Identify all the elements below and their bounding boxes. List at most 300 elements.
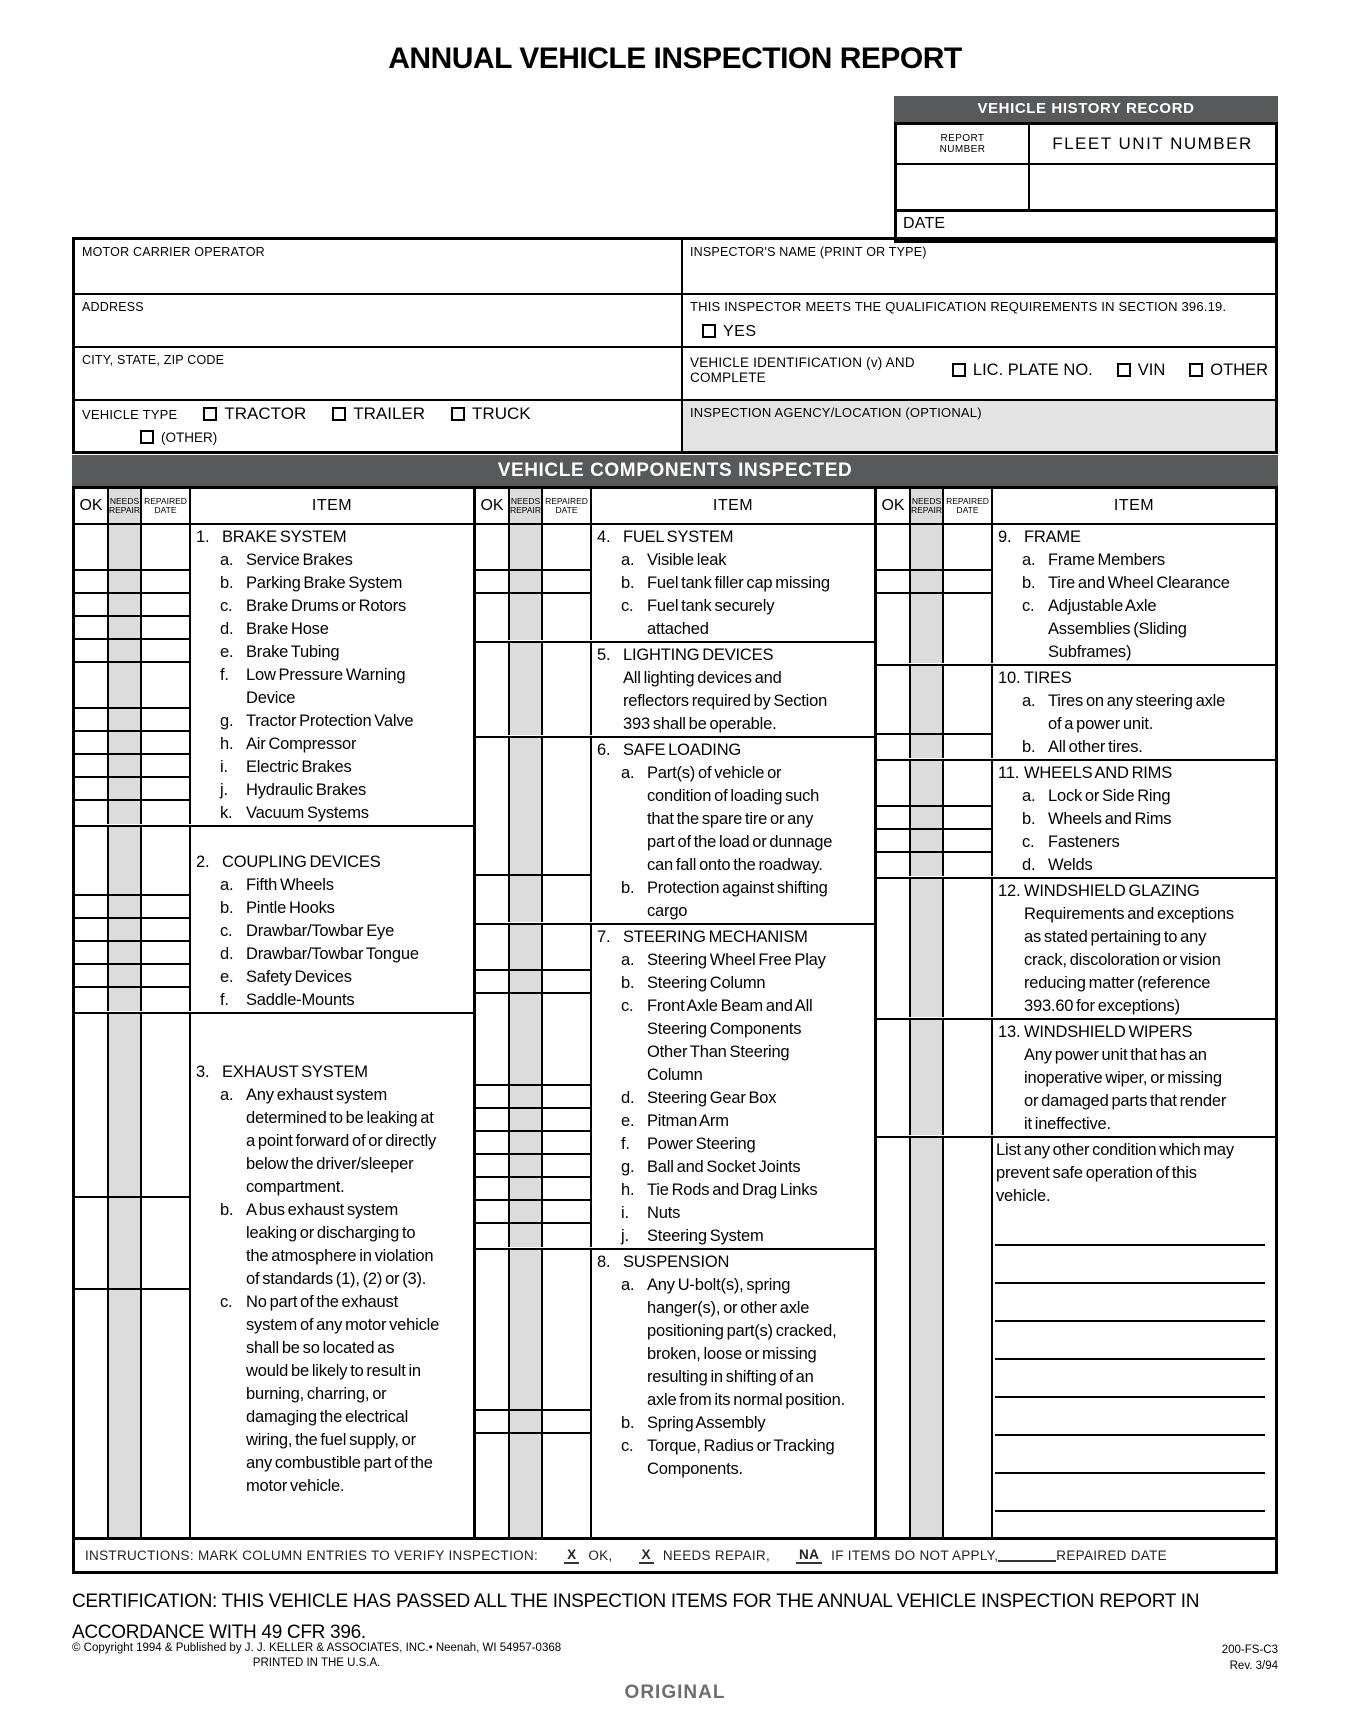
component-section	[877, 664, 1275, 759]
item-line: Other Than Steering	[647, 1043, 790, 1061]
ok-cell[interactable]	[75, 988, 109, 1011]
components-inspected-title: VEHICLE COMPONENTS INSPECTED	[72, 455, 1278, 486]
repaired-date-label: REPAIRED DATE	[1056, 1548, 1167, 1563]
item-line: any combustible part of the	[246, 1454, 433, 1472]
item-line: can fall onto the roadway.	[647, 856, 823, 874]
ok-cell[interactable]	[877, 830, 911, 851]
section-header: 11. WHEELS AND RIMS	[998, 764, 1173, 782]
item-line: broken, loose or missing	[647, 1345, 817, 1363]
repaired-date-cell[interactable]	[142, 755, 191, 776]
vin-checkbox[interactable]	[1117, 363, 1131, 377]
item-line: a. Steering Wheel Free Play	[621, 951, 826, 969]
item-line: Assemblies (Sliding	[1048, 620, 1187, 638]
motor-carrier-operator-field[interactable]	[75, 240, 681, 293]
repaired-date-cell[interactable]	[142, 965, 191, 986]
truck-label: TRUCK	[472, 404, 531, 423]
component-section	[476, 923, 874, 1248]
repaired-date-cell[interactable]	[543, 1155, 592, 1176]
item-line: h. Air Compressor	[220, 735, 357, 753]
report-number-field[interactable]	[897, 165, 1030, 209]
na-mark: NA	[796, 1547, 822, 1564]
repaired-date-cell[interactable]	[142, 778, 191, 799]
item-line: shall be so located as	[246, 1339, 395, 1357]
item-line: b. A bus exhaust system	[220, 1201, 398, 1219]
repaired-date-cell[interactable]	[142, 663, 191, 707]
needs-repair-cell[interactable]	[109, 942, 142, 963]
address-field[interactable]	[75, 293, 681, 346]
item-line: compartment.	[246, 1178, 345, 1196]
ok-cell[interactable]	[476, 738, 510, 874]
item-line: positioning part(s) cracked,	[647, 1322, 837, 1340]
item-line: List any other condition which may	[996, 1141, 1234, 1159]
repaired-date-cell[interactable]	[543, 1411, 592, 1432]
needs-repair-mark: X	[639, 1547, 654, 1564]
needs-repair-cell[interactable]	[109, 594, 142, 615]
vehicle-type-section	[75, 399, 681, 451]
repaired-date-cell[interactable]	[142, 617, 191, 638]
ok-cell[interactable]	[75, 571, 109, 592]
needs-repair-cell[interactable]	[109, 571, 142, 592]
repaired-date-cell[interactable]	[944, 594, 993, 663]
needs-repair-cell[interactable]	[109, 801, 142, 824]
section-header: 8. SUSPENSION	[597, 1253, 730, 1271]
ok-cell[interactable]	[476, 1109, 510, 1130]
item-line: Subframes)	[1048, 643, 1132, 661]
fleet-unit-number-field[interactable]	[1030, 165, 1275, 209]
item-line: c. Fasteners	[1022, 833, 1120, 851]
repaired-date-cell[interactable]	[543, 925, 592, 969]
needs-repair-cell[interactable]	[109, 1014, 142, 1196]
item-line: cargo	[647, 902, 688, 920]
na-mark-label: IF ITEMS DO NOT APPLY,	[831, 1548, 999, 1563]
item-line: attached	[647, 620, 709, 638]
repaired-date-cell[interactable]	[142, 525, 191, 569]
ok-column-header: OK	[75, 489, 109, 523]
needs-repair-cell[interactable]	[510, 994, 543, 1084]
needs-repair-column-header: NEEDS REPAIR	[109, 489, 142, 523]
needs-repair-cell[interactable]	[911, 761, 944, 805]
section-header: 2. COUPLING DEVICES	[196, 853, 381, 871]
ok-cell[interactable]	[75, 919, 109, 940]
item-line: Components.	[647, 1460, 743, 1478]
instructions-bar	[72, 1537, 1278, 1574]
repaired-date-blank[interactable]	[998, 1550, 1056, 1562]
needs-repair-cell[interactable]	[109, 663, 142, 707]
certification-statement: CERTIFICATION: THIS VEHICLE HAS PASSED ALL THE INSPECTION ITEMS FOR THE ANNUAL VEHICLE INSPECTION REPORT IN ACCORDANCE WITH 49 CFR 396.	[72, 1591, 1200, 1643]
ok-cell[interactable]	[877, 853, 911, 876]
item-line: a. Any exhaust system	[220, 1086, 388, 1104]
city-state-zip-field[interactable]	[75, 346, 681, 399]
item-line: a. Visible leak	[621, 551, 727, 569]
needs-repair-cell[interactable]	[911, 830, 944, 851]
needs-repair-cell[interactable]	[109, 896, 142, 917]
ok-cell[interactable]	[877, 594, 911, 663]
repaired-date-cell[interactable]	[944, 735, 993, 758]
ok-cell[interactable]	[877, 879, 911, 1017]
item-line: as stated pertaining to any	[1024, 928, 1207, 946]
needs-repair-cell[interactable]	[510, 594, 543, 640]
other-id-checkbox[interactable]	[1189, 363, 1203, 377]
repaired-date-cell[interactable]	[944, 1138, 993, 1537]
date-label: DATE	[903, 215, 946, 232]
item-line: b. Pintle Hooks	[220, 899, 335, 917]
needs-repair-cell[interactable]	[109, 778, 142, 799]
repaired-date-cell[interactable]	[543, 1250, 592, 1409]
repaired-date-cell[interactable]	[543, 1178, 592, 1199]
section-header: 6. SAFE LOADING	[597, 741, 742, 759]
item-line: f. Saddle-Mounts	[220, 991, 355, 1009]
needs-repair-cell[interactable]	[510, 876, 543, 922]
repaired-date-cell[interactable]	[543, 971, 592, 992]
components-column-3	[877, 489, 1275, 1537]
ok-cell[interactable]	[476, 1224, 510, 1247]
needs-repair-cell[interactable]	[510, 1178, 543, 1199]
ok-cell[interactable]	[75, 755, 109, 776]
needs-repair-cell[interactable]	[510, 1086, 543, 1107]
write-in-line[interactable]	[995, 1208, 1265, 1246]
write-in-line[interactable]	[995, 1284, 1265, 1322]
item-column-header: ITEM	[1113, 497, 1155, 514]
repaired-date-cell[interactable]	[142, 732, 191, 753]
repaired-date-cell[interactable]	[944, 879, 993, 1017]
page-title: ANNUAL VEHICLE INSPECTION REPORT	[388, 42, 962, 75]
item-line: c. Adjustable Axle	[1022, 597, 1157, 615]
needs-repair-column-header: NEEDS REPAIR	[911, 489, 944, 523]
ok-cell[interactable]	[476, 1434, 510, 1537]
repaired-date-cell[interactable]	[543, 1224, 592, 1247]
ok-cell[interactable]	[476, 594, 510, 640]
ok-cell[interactable]	[75, 640, 109, 661]
needs-repair-cell[interactable]	[510, 643, 543, 735]
ok-cell[interactable]	[75, 1290, 109, 1537]
needs-repair-cell[interactable]	[510, 1109, 543, 1130]
component-section	[476, 525, 874, 641]
ok-cell[interactable]	[75, 942, 109, 963]
repaired-date-cell[interactable]	[543, 738, 592, 874]
ok-cell[interactable]	[75, 778, 109, 799]
item-line: c. No part of the exhaust	[220, 1293, 398, 1311]
ok-cell[interactable]	[476, 1411, 510, 1432]
needs-repair-cell[interactable]	[510, 1201, 543, 1222]
copyright-text: © Copyright 1994 & Published by J. J. KELLER & ASSOCIATES, INC.• Neenah, WI 54957-0368	[72, 1642, 562, 1654]
item-line: burning, charring, or	[246, 1385, 387, 1403]
repaired-date-cell[interactable]	[142, 640, 191, 661]
repaired-date-cell[interactable]	[142, 919, 191, 940]
item-line: Steering Components	[647, 1020, 802, 1038]
item-line: or damaged parts that render	[1024, 1092, 1227, 1110]
item-line: a. Lock or Side Ring	[1022, 787, 1171, 805]
repaired-date-cell[interactable]	[944, 525, 993, 569]
date-field[interactable]	[897, 209, 1275, 240]
needs-repair-cell[interactable]	[911, 1138, 944, 1537]
needs-repair-cell[interactable]	[109, 755, 142, 776]
item-line: f. Power Steering	[621, 1135, 756, 1153]
ok-cell[interactable]	[75, 801, 109, 824]
repaired-date-cell[interactable]	[142, 709, 191, 730]
needs-repair-cell[interactable]	[109, 988, 142, 1011]
item-line: 393 shall be operable.	[623, 715, 777, 733]
motor-carrier-operator-label: MOTOR CARRIER OPERATOR	[82, 245, 265, 259]
item-line: i. Nuts	[621, 1204, 681, 1222]
components-column-1	[75, 489, 476, 1537]
ok-cell[interactable]	[75, 1198, 109, 1288]
needs-repair-cell[interactable]	[911, 571, 944, 592]
component-section	[877, 1136, 1275, 1537]
repaired-date-cell[interactable]	[142, 1198, 191, 1288]
ok-cell[interactable]	[476, 1132, 510, 1153]
needs-repair-cell[interactable]	[109, 617, 142, 638]
yes-label: YES	[723, 323, 757, 340]
item-line: j. Hydraulic Brakes	[220, 781, 367, 799]
ok-cell[interactable]	[75, 965, 109, 986]
item-line: a. Any U-bolt(s), spring	[621, 1276, 791, 1294]
item-line: e. Pitman Arm	[621, 1112, 729, 1130]
ok-cell[interactable]	[75, 896, 109, 917]
needs-repair-cell[interactable]	[911, 525, 944, 569]
needs-repair-cell[interactable]	[911, 735, 944, 758]
item-column-header: ITEM	[311, 497, 353, 514]
lic-plate-label: LIC. PLATE NO.	[972, 360, 1093, 379]
instructions-prefix: INSTRUCTIONS: MARK COLUMN ENTRIES TO VERIFY INSPECTION:	[85, 1548, 539, 1563]
item-line: axle from its normal position.	[647, 1391, 845, 1409]
section-header: 1. BRAKE SYSTEM	[196, 528, 347, 546]
needs-repair-cell[interactable]	[911, 807, 944, 828]
yes-checkbox[interactable]	[702, 324, 716, 338]
needs-repair-cell[interactable]	[510, 971, 543, 992]
component-section	[75, 825, 473, 1012]
ok-cell[interactable]	[75, 827, 109, 894]
item-line: All lighting devices and	[623, 669, 782, 687]
item-line: a. Part(s) of vehicle or	[621, 764, 782, 782]
needs-repair-mark-label: NEEDS REPAIR,	[662, 1548, 771, 1563]
needs-repair-cell[interactable]	[109, 1198, 142, 1288]
repaired-date-cell[interactable]	[543, 1201, 592, 1222]
ok-cell[interactable]	[476, 876, 510, 922]
repaired-date-cell[interactable]	[142, 896, 191, 917]
item-line: of standards (1), (2) or (3).	[246, 1270, 427, 1288]
report-number-label: REPORT NUMBER	[897, 125, 1030, 163]
ok-cell[interactable]	[75, 594, 109, 615]
repaired-date-cell[interactable]	[944, 761, 993, 805]
needs-repair-cell[interactable]	[510, 1411, 543, 1432]
write-in-line[interactable]	[995, 1322, 1265, 1360]
repaired-date-cell[interactable]	[543, 994, 592, 1084]
needs-repair-cell[interactable]	[109, 919, 142, 940]
ok-cell[interactable]	[476, 1155, 510, 1176]
item-line: part of the load or dunnage	[647, 833, 833, 851]
ok-cell[interactable]	[476, 1201, 510, 1222]
item-line: e. Brake Tubing	[220, 643, 340, 661]
needs-repair-cell[interactable]	[911, 879, 944, 1017]
needs-repair-cell[interactable]	[109, 732, 142, 753]
item-line: inoperative wiper, or missing	[1024, 1069, 1222, 1087]
needs-repair-cell[interactable]	[109, 709, 142, 730]
ok-cell[interactable]	[476, 571, 510, 592]
item-line: Column	[647, 1066, 703, 1084]
item-line: vehicle.	[996, 1187, 1051, 1205]
needs-repair-cell[interactable]	[510, 571, 543, 592]
ok-cell[interactable]	[877, 735, 911, 758]
inspector-name-label: INSPECTOR'S NAME (PRINT OR TYPE)	[690, 245, 927, 259]
needs-repair-cell[interactable]	[510, 1434, 543, 1537]
needs-repair-cell[interactable]	[109, 640, 142, 661]
ok-cell[interactable]	[476, 643, 510, 735]
item-line: would be likely to result in	[246, 1362, 421, 1380]
repaired-date-cell[interactable]	[142, 1290, 191, 1537]
repaired-date-cell[interactable]	[944, 853, 993, 876]
ok-cell[interactable]	[476, 1250, 510, 1409]
repaired-date-cell[interactable]	[142, 1014, 191, 1196]
component-section	[75, 525, 473, 825]
repaired-date-cell[interactable]	[142, 801, 191, 824]
needs-repair-cell[interactable]	[911, 666, 944, 733]
other-type-checkbox[interactable]	[140, 430, 154, 444]
item-line: f. Low Pressure Warning	[220, 666, 406, 684]
other-type-label: (OTHER)	[161, 430, 218, 445]
item-line: h. Tie Rods and Drag Links	[621, 1181, 818, 1199]
write-in-line[interactable]	[995, 1246, 1265, 1284]
needs-repair-cell[interactable]	[510, 1250, 543, 1409]
needs-repair-cell[interactable]	[510, 738, 543, 874]
item-line: crack, discoloration or vision	[1024, 951, 1221, 969]
section-header: 10. TIRES	[998, 669, 1072, 687]
write-in-line[interactable]	[995, 1474, 1265, 1512]
ok-cell[interactable]	[476, 994, 510, 1084]
trailer-checkbox[interactable]	[332, 407, 346, 421]
needs-repair-cell[interactable]	[510, 1155, 543, 1176]
needs-repair-cell[interactable]	[109, 965, 142, 986]
truck-checkbox[interactable]	[451, 407, 465, 421]
repaired-date-cell[interactable]	[543, 594, 592, 640]
needs-repair-cell[interactable]	[510, 525, 543, 569]
ok-cell[interactable]	[476, 1086, 510, 1107]
write-in-line[interactable]	[995, 1398, 1265, 1436]
repaired-date-cell[interactable]	[543, 571, 592, 592]
item-line: c. Torque, Radius or Tracking	[621, 1437, 835, 1455]
repaired-date-cell[interactable]	[944, 807, 993, 828]
ok-cell[interactable]	[75, 1014, 109, 1196]
repaired-date-cell[interactable]	[944, 666, 993, 733]
inspection-agency-field[interactable]	[681, 399, 1275, 451]
item-line: d. Welds	[1022, 856, 1093, 874]
tractor-checkbox[interactable]	[203, 407, 217, 421]
ok-cell[interactable]	[877, 807, 911, 828]
item-line	[191, 828, 473, 851]
ok-column-header: OK	[476, 489, 510, 523]
city-state-zip-label: CITY, STATE, ZIP CODE	[82, 353, 225, 367]
needs-repair-cell[interactable]	[911, 594, 944, 663]
repaired-date-cell[interactable]	[944, 571, 993, 592]
inspector-name-field[interactable]	[681, 240, 1275, 293]
needs-repair-cell[interactable]	[109, 525, 142, 569]
ok-cell[interactable]	[75, 709, 109, 730]
repaired-date-cell[interactable]	[944, 1020, 993, 1135]
repaired-date-cell[interactable]	[142, 827, 191, 894]
item-line: d. Steering Gear Box	[621, 1089, 777, 1107]
repaired-date-cell[interactable]	[543, 1086, 592, 1107]
needs-repair-cell[interactable]	[510, 925, 543, 969]
ok-mark-label: OK,	[588, 1548, 613, 1563]
ok-cell[interactable]	[75, 617, 109, 638]
needs-repair-cell[interactable]	[510, 1224, 543, 1247]
qualification-label: THIS INSPECTOR MEETS THE QUALIFICATION REQUIREMENTS IN SECTION 396.19.	[690, 299, 1227, 314]
ok-cell[interactable]	[476, 971, 510, 992]
item-line: b. Spring Assembly	[621, 1414, 766, 1432]
item-line: c. Brake Drums or Rotors	[220, 597, 407, 615]
item-line: Requirements and exceptions	[1024, 905, 1234, 923]
section-header: 4. FUEL SYSTEM	[597, 528, 734, 546]
needs-repair-cell[interactable]	[109, 827, 142, 894]
ok-cell[interactable]	[877, 1020, 911, 1135]
repaired-date-cell[interactable]	[944, 830, 993, 851]
repaired-date-cell[interactable]	[142, 942, 191, 963]
item-line: a. Frame Members	[1022, 551, 1165, 569]
ok-cell[interactable]	[75, 663, 109, 707]
ok-cell[interactable]	[476, 1178, 510, 1199]
repaired-date-column-header: REPAIRED DATE	[142, 489, 191, 523]
ok-cell[interactable]	[877, 666, 911, 733]
repaired-date-cell[interactable]	[142, 988, 191, 1011]
address-label: ADDRESS	[82, 300, 144, 314]
needs-repair-cell[interactable]	[510, 1132, 543, 1153]
item-line: below the driver/sleeper	[246, 1155, 414, 1173]
lic-plate-checkbox[interactable]	[952, 363, 966, 377]
write-in-line[interactable]	[995, 1360, 1265, 1398]
write-in-line[interactable]	[995, 1436, 1265, 1474]
item-line: damaging the electrical	[246, 1408, 409, 1426]
repaired-date-cell[interactable]	[543, 643, 592, 735]
repaired-date-cell[interactable]	[543, 876, 592, 922]
ok-cell[interactable]	[877, 525, 911, 569]
repaired-date-cell[interactable]	[543, 1132, 592, 1153]
vehicle-type-label: VEHICLE TYPE	[82, 406, 178, 422]
item-line: hanger(s), or other axle	[647, 1299, 810, 1317]
ok-cell[interactable]	[476, 925, 510, 969]
repaired-date-cell[interactable]	[543, 1109, 592, 1130]
form-number: 200-FS-C3	[1221, 1644, 1278, 1656]
repaired-date-cell[interactable]	[543, 525, 592, 569]
repaired-date-cell[interactable]	[142, 594, 191, 615]
component-section	[877, 1018, 1275, 1136]
needs-repair-cell[interactable]	[109, 1290, 142, 1537]
item-line: a. Fifth Wheels	[220, 876, 334, 894]
section-header: 12. WINDSHIELD GLAZING	[998, 882, 1200, 900]
item-line: g. Tractor Protection Valve	[220, 712, 414, 730]
component-section	[877, 877, 1275, 1018]
ok-cell[interactable]	[75, 525, 109, 569]
item-line: resulting in shifting of an	[647, 1368, 814, 1386]
item-line: 393.60 for exceptions)	[1024, 997, 1180, 1015]
section-header: 3. EXHAUST SYSTEM	[196, 1063, 368, 1081]
item-line: b. Steering Column	[621, 974, 766, 992]
inspection-agency-label: INSPECTION AGENCY/LOCATION (OPTIONAL)	[690, 405, 982, 420]
vehicle-history-record	[894, 96, 1278, 243]
needs-repair-cell[interactable]	[911, 853, 944, 876]
ok-cell[interactable]	[877, 761, 911, 805]
needs-repair-cell[interactable]	[911, 1020, 944, 1135]
ok-cell[interactable]	[75, 732, 109, 753]
repaired-date-cell[interactable]	[543, 1434, 592, 1537]
component-section	[476, 641, 874, 736]
item-line: reducing matter (reference	[1024, 974, 1211, 992]
item-line: the atmosphere in violation	[246, 1247, 434, 1265]
ok-cell[interactable]	[877, 1138, 911, 1537]
qualification-section	[681, 293, 1275, 346]
ok-cell[interactable]	[476, 525, 510, 569]
item-line: c. Front Axle Beam and All	[621, 997, 813, 1015]
repaired-date-cell[interactable]	[142, 571, 191, 592]
ok-cell[interactable]	[877, 571, 911, 592]
